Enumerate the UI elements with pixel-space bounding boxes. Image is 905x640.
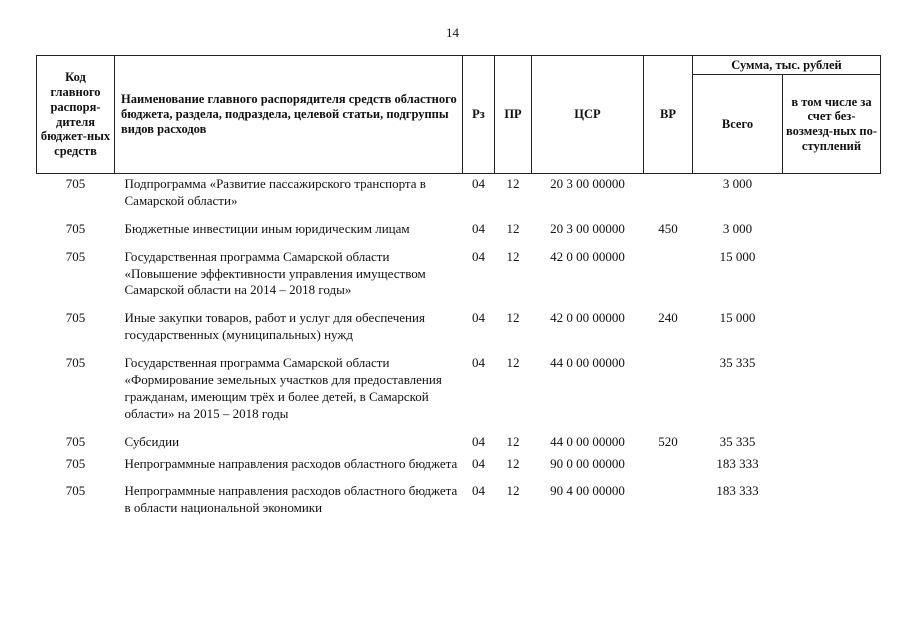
cell-name: Непрограммные направления расходов областного бюджета (124, 455, 458, 471)
header-name: Наименование главного распорядителя средств областного бюджета, раздела, подраздела, целевой статьи, подгруппы видов расходов (115, 56, 463, 174)
cell-csr: 90 4 00 00000 (550, 483, 625, 499)
header-rz: Рз (463, 56, 495, 174)
cell-code: 705 (65, 483, 86, 499)
header-row (37, 56, 881, 75)
table-row (37, 432, 881, 454)
cell-rz: 04 (472, 310, 485, 326)
cell-vr (644, 174, 693, 219)
cell-name: Государственная программа Самарской области «Повышение эффективности управления имуществом Самарской области на 2014 – 2018 годы» (124, 248, 426, 298)
cell-total: 3 000 (722, 220, 753, 236)
table-row (37, 174, 881, 219)
cell-code: 705 (65, 176, 86, 191)
cell-total: 35 335 (719, 433, 756, 449)
cell-code: 705 (65, 455, 86, 471)
cell-total: 15 000 (719, 310, 756, 326)
cell-code: 705 (65, 433, 86, 449)
cell-pr: 12 (506, 248, 520, 264)
cell-rz: 04 (472, 483, 485, 499)
header-incl: в том числе за счет без-возмезд-ных по-ступлений (783, 75, 881, 174)
cell-vr (644, 353, 693, 432)
budget-table (36, 55, 881, 517)
cell-name: Субсидии (124, 433, 180, 449)
cell-total: 183 333 (716, 483, 759, 499)
cell-total: 15 000 (719, 248, 756, 264)
cell-total: 3 000 (722, 176, 753, 191)
header-pr: ПР (495, 56, 532, 174)
cell-total: 183 333 (716, 455, 759, 471)
cell-incl (783, 308, 881, 353)
cell-code: 705 (65, 355, 86, 371)
header-vr: ВР (644, 56, 693, 174)
cell-pr: 12 (506, 220, 520, 236)
table-row (37, 219, 881, 247)
cell-vr: 240 (658, 310, 678, 326)
cell-pr: 12 (506, 310, 520, 326)
cell-code: 705 (65, 310, 86, 326)
cell-name: Иные закупки товаров, работ и услуг для обеспечения государственных (муниципальных) нужд (124, 310, 425, 343)
cell-vr (644, 454, 693, 482)
cell-incl (783, 432, 881, 454)
cell-incl (783, 219, 881, 247)
cell-rz: 04 (472, 248, 485, 264)
table-row (37, 353, 881, 432)
cell-incl (783, 353, 881, 432)
cell-name: Бюджетные инвестиции иным юридическим лицам (124, 220, 410, 236)
cell-code: 705 (65, 220, 86, 236)
cell-pr: 12 (506, 355, 520, 371)
cell-code: 705 (65, 248, 86, 264)
cell-csr: 44 0 00 00000 (550, 355, 625, 371)
header-csr: ЦСР (532, 56, 644, 174)
cell-rz: 04 (472, 220, 485, 236)
cell-pr: 12 (506, 433, 520, 449)
cell-incl (783, 481, 881, 517)
cell-pr: 12 (506, 455, 520, 471)
header-sum-group: Сумма, тыс. рублей (693, 56, 881, 75)
table-row (37, 454, 881, 482)
table-row (37, 481, 881, 517)
cell-pr: 12 (506, 176, 520, 191)
cell-rz: 04 (472, 176, 485, 191)
cell-csr: 42 0 00 00000 (550, 310, 625, 326)
cell-rz: 04 (472, 433, 485, 449)
cell-csr: 20 3 00 00000 (550, 220, 625, 236)
cell-incl (783, 454, 881, 482)
cell-rz: 04 (472, 355, 485, 371)
cell-pr: 12 (506, 483, 520, 499)
cell-vr: 450 (658, 220, 678, 236)
cell-csr: 90 0 00 00000 (550, 455, 625, 471)
page-number: 14 (446, 25, 459, 40)
cell-vr: 520 (658, 433, 678, 449)
header-total: Всего (693, 75, 783, 174)
cell-rz: 04 (472, 455, 485, 471)
cell-vr (644, 247, 693, 309)
header-code: Код главного распоря-дителя бюджет-ных средств (37, 56, 115, 174)
cell-csr: 20 3 00 00000 (550, 176, 625, 191)
cell-vr (644, 481, 693, 517)
cell-csr: 42 0 00 00000 (550, 248, 625, 264)
cell-incl (783, 247, 881, 309)
cell-total: 35 335 (719, 355, 756, 371)
cell-name: Государственная программа Самарской области «Формирование земельных участков для предоставления гражданам, имеющим трёх и более детей, в Самарской области» на 2015 – 2018 годы (124, 355, 442, 421)
table-row (37, 247, 881, 309)
cell-incl (783, 174, 881, 219)
cell-name: Непрограммные направления расходов областного бюджета в области национальной экономики (124, 483, 458, 516)
table-row (37, 308, 881, 353)
cell-csr: 44 0 00 00000 (550, 433, 625, 449)
cell-name: Подпрограмма «Развитие пассажирского транспорта в Самарской области» (124, 176, 426, 208)
